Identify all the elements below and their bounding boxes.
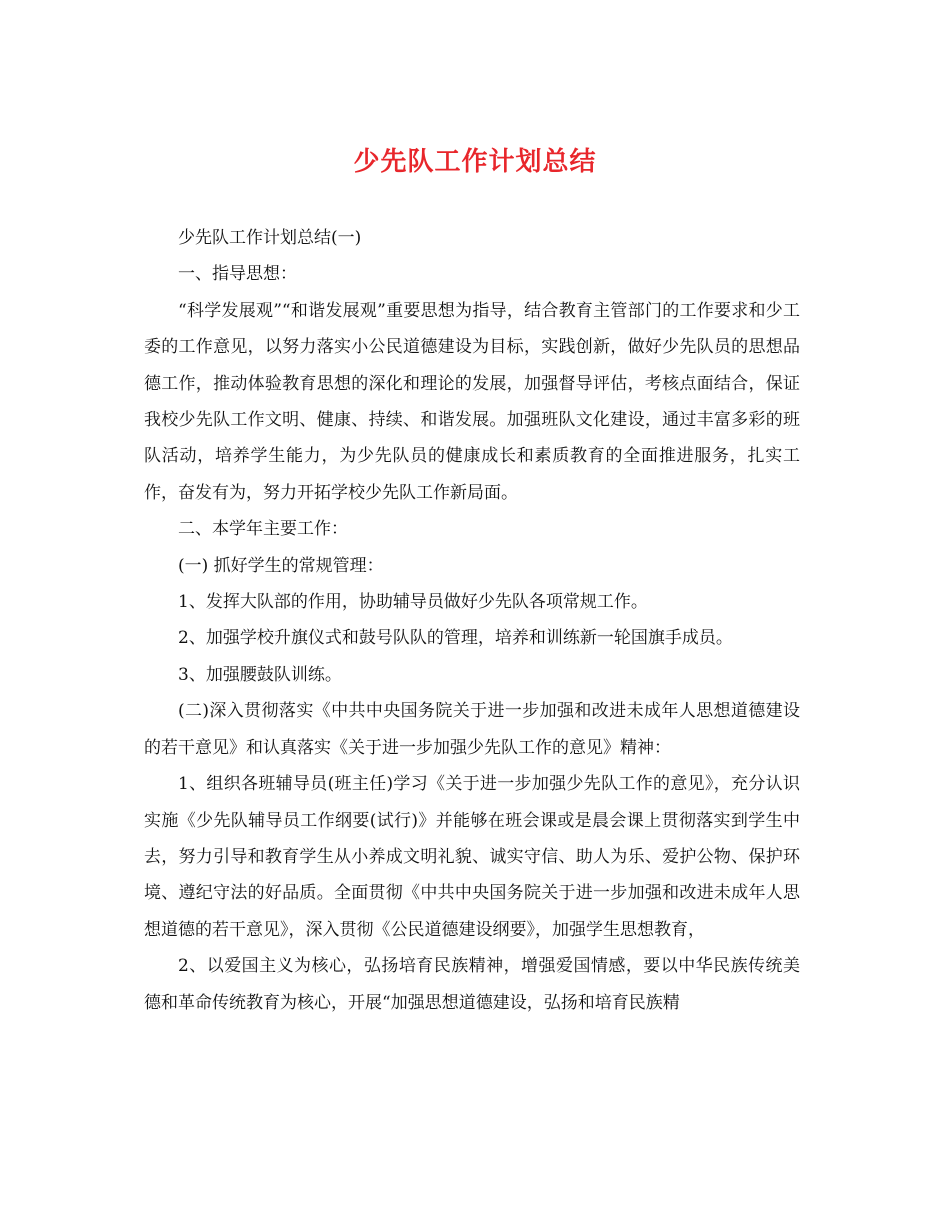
paragraph-guiding-ideology: “科学发展观”“和谐发展观”重要思想为指导，结合教育主管部门的工作要求和少工委的工作意见，以努力落实小公民道德建设为目标，实践创新，做好少先队员的思想品德工作，推动体验教育思想的深化和理论的发展，加强督导评估，考核点面结合，保证我校少先队工作文明、健康、持续、和谐发展。加强班队文化建设，通过丰富多彩的班队活动，培养学生能力，为少先队员的健康成长和素质教育的全面推进服务，扎实工作，奋发有为，努力开拓学校少先队工作新局面。 — [144, 300, 800, 503]
paragraph-main-work-heading: 二、本学年主要工作： — [178, 519, 348, 540]
paragraph-guiding-ideology-heading: 一、指导思想： — [178, 264, 297, 285]
paragraph-item-3: 3、加强腰鼓队训练。 — [178, 664, 342, 685]
paragraph-item-1: 1、发挥大队部的作用，协助辅导员做好少先队各项常规工作。 — [178, 592, 648, 613]
document-body — [144, 220, 800, 1021]
paragraph-implementation-item-2: 2、以爱国主义为核心，弘扬培育民族精神，增强爱国情感，要以中华民族传统美德和革命传统教育为核心，开展“加强思想道德建设，弘扬和培育民族精 — [144, 956, 800, 1013]
paragraph-item-2: 2、加强学校升旗仪式和鼓号队队的管理，培养和训练新一轮国旗手成员。 — [178, 628, 733, 649]
paragraph-implementation-item-1: 1、组织各班辅导员(班主任)学习《关于进一步加强少先队工作的意见》，充分认识实施《少先队辅导员工作纲要(试行)》并能够在班会课或是晨会课上贯彻落实到学生中去，努力引导和教育学生从小养成文明礼貌、诚实守信、助人为乐、爱护公物、保护环境、遵纪守法的好品质。全面贯彻《中共中央国务院关于进一步加强和改进未成年人思想道德的若干意见》，深入贯彻《公民道德建设纲要》，加强学生思想教育， — [144, 774, 800, 940]
paragraph-section-heading: 少先队工作计划总结(一) — [178, 228, 362, 248]
paragraph-implementation-heading: (二)深入贯彻落实《中共中央国务院关于进一步加强和改进未成年人思想道德建设的若干意见》和认真落实《关于进一步加强少先队工作的意见》精神： — [144, 701, 800, 758]
paragraph-routine-management-heading: (一) 抓好学生的常规管理： — [178, 555, 384, 576]
document-title: 少先队工作计划总结 — [353, 147, 597, 177]
